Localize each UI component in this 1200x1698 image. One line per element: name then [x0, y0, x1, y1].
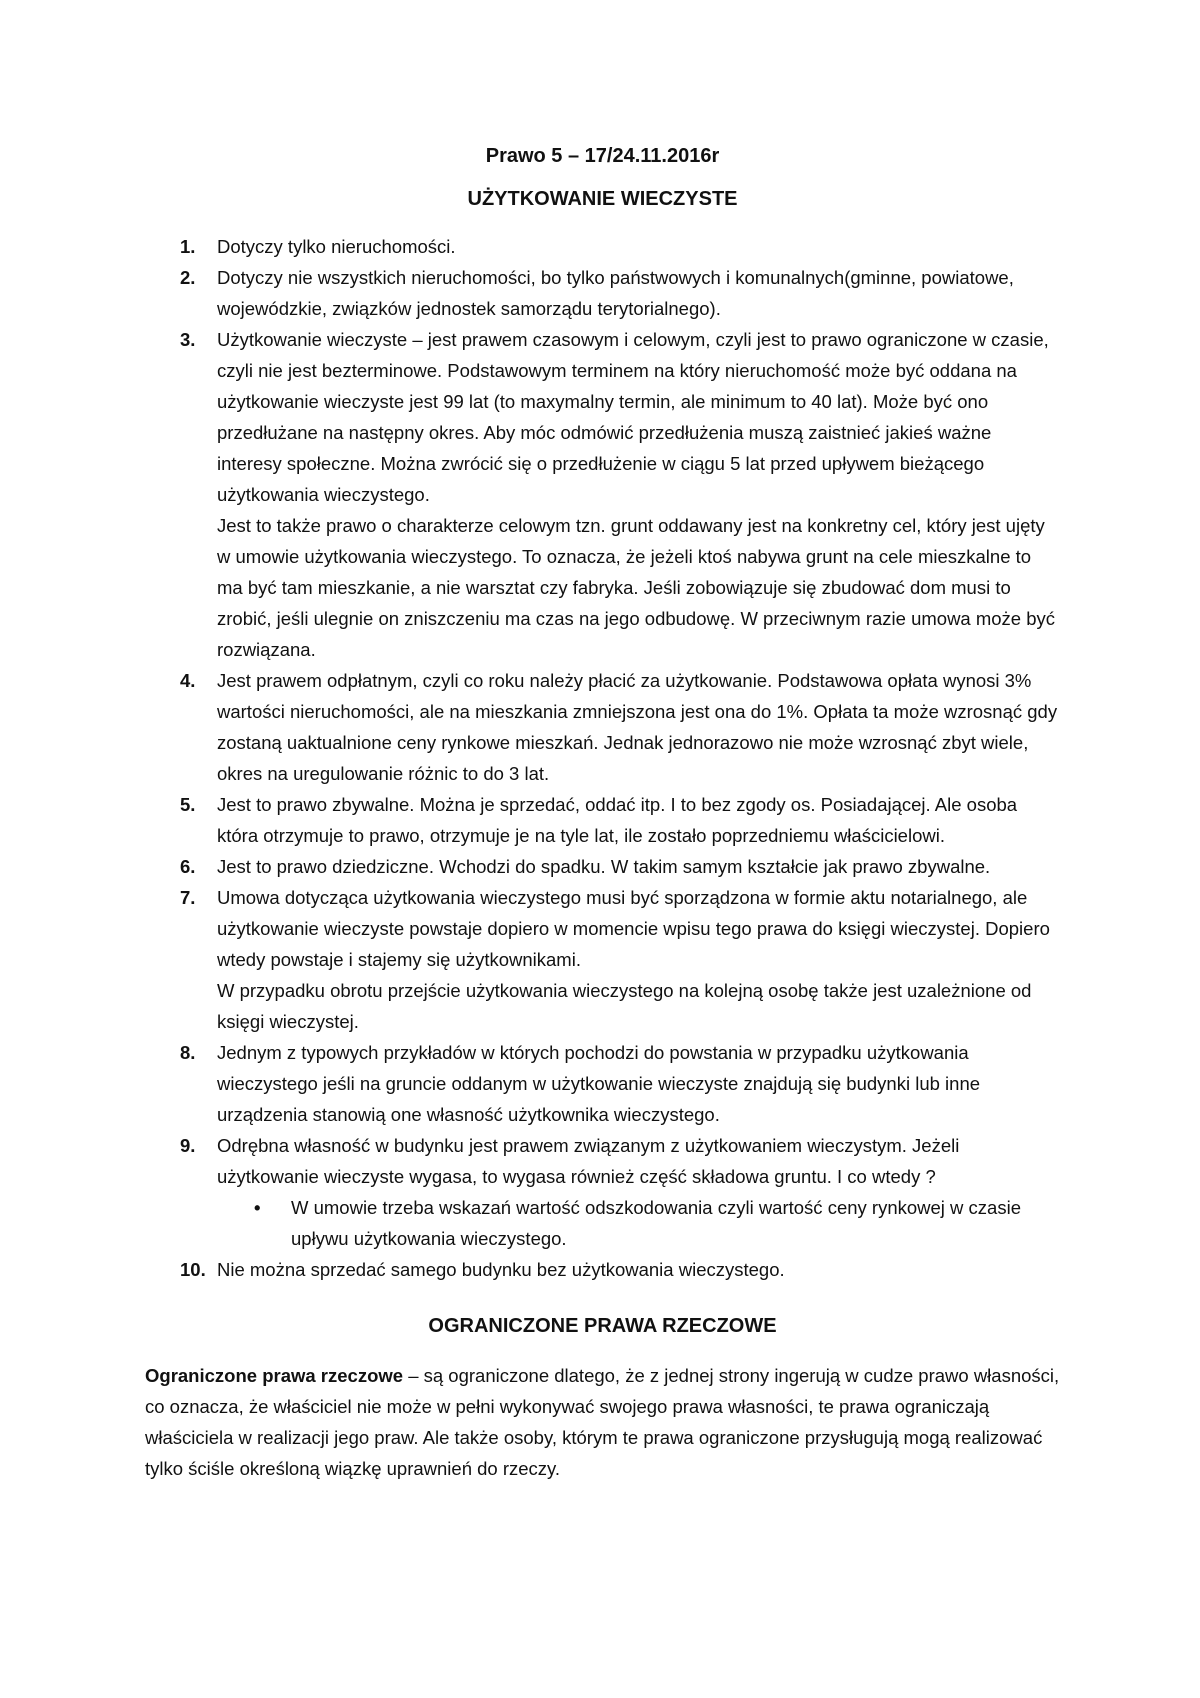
list-item: [145, 1037, 1060, 1130]
list-item-number: 2.: [180, 267, 196, 288]
list-item-text: Jest to prawo zbywalne. Można je sprzedać, oddać itp. I to bez zgody os. Posiadającej. Ale osoba która otrzymuje to prawo, otrzymuje je na tyle lat, ile zostało poprzedniemu właścicielowi.: [217, 794, 1018, 846]
list-item-number: 6.: [180, 856, 196, 877]
list-item-number: 10.: [180, 1259, 206, 1280]
list-item: [145, 324, 1060, 665]
bullet-list: [217, 1192, 1060, 1254]
section-title-uzytkowanie: UŻYTKOWANIE WIECZYSTE: [467, 188, 738, 210]
section-title-ograniczone: OGRANICZONE PRAWA RZECZOWE: [428, 1315, 777, 1337]
list-item-number: 9.: [180, 1135, 196, 1156]
bullet-icon: •: [254, 1197, 261, 1218]
list-item-number: 3.: [180, 329, 196, 350]
list-item: [145, 789, 1060, 851]
list-item: [145, 262, 1060, 324]
list-item-text: Dotyczy nie wszystkich nieruchomości, bo tylko państwowych i komunalnych(gminne, powiatowe, wojewódzkie, związków jednostek samorządu terytorialnego).: [217, 267, 1014, 319]
list-item-text: Jest prawem odpłatnym, czyli co roku należy płacić za użytkowanie. Podstawowa opłata wynosi 3% wartości nieruchomości, ale na mieszkania zmniejszona jest ona do 1%. Opłata ta może wzrosnąć gdy zostaną uaktualnione ceny rynkowe mieszkań. Jednak jednorazowo nie może wzrosnąć zbyt wiele, okres na uregulowanie różnic to do 3 lat.: [217, 670, 1058, 784]
list-item-text: Odrębna własność w budynku jest prawem związanym z użytkowaniem wieczystym. Jeżeli użytkowanie wieczyste wygasa, to wygasa również część składowa gruntu. I co wtedy ?: [217, 1135, 960, 1187]
list-item-text: Użytkowanie wieczyste – jest prawem czasowym i celowym, czyli jest to prawo ograniczone w czasie, czyli nie jest bezterminowe. Podstawowym terminem na który nieruchomość może być oddana na użytkowanie wieczyste jest 99 lat (to maxymalny termin, ale minimum to 40 lat). Może być ono przedłużane na następny okres. Aby móc odmówić przedłużenia muszą zaistnieć jakieś ważne interesy społeczne. Można zwrócić się o przedłużenie w ciągu 5 lat przed upływem bieżącego użytkowania wieczystego.: [217, 329, 1049, 505]
bullet-text: W umowie trzeba wskazań wartość odszkodowania czyli wartość ceny rynkowej w czasie upływu użytkowania wieczystego.: [291, 1197, 1021, 1249]
list-item: [145, 1130, 1060, 1254]
list-item-number: 4.: [180, 670, 196, 691]
list-item-text: Dotyczy tylko nieruchomości.: [217, 236, 456, 257]
list-item-text: W przypadku obrotu przejście użytkowania wieczystego na kolejną osobę także jest uzależnione od księgi wieczystej.: [217, 980, 1032, 1032]
list-item-number: 1.: [180, 236, 196, 257]
definition-term: Ograniczone prawa rzeczowe: [145, 1365, 404, 1386]
list-item-text: Jednym z typowych przykładów w których pochodzi do powstania w przypadku użytkowania wieczystego jeśli na gruncie oddanym w użytkowanie wieczyste znajdują się budynki lub inne urządzenia stanowią one własność użytkownika wieczystego.: [217, 1042, 981, 1125]
list-item-text: Nie można sprzedać samego budynku bez użytkowania wieczystego.: [217, 1259, 785, 1280]
list-item-number: 5.: [180, 794, 196, 815]
definition-paragraph: [145, 1360, 1060, 1484]
definition-text: – są ograniczone dlatego, że z jednej strony ingerują w cudze prawo własności, co oznacza, że właściciel nie może w pełni wykonywać swojego prawa własności, te prawa ograniczają właściciela w realizacji jego praw. Ale także osoby, którym te prawa ograniczone przysługują mogą realizować tylko ściśle określoną wiązkę uprawnień do rzeczy.: [145, 1365, 1060, 1479]
list-item: [145, 1254, 1060, 1285]
numbered-list: [145, 231, 1060, 1285]
list-item: [145, 882, 1060, 1037]
document-title: Prawo 5 – 17/24.11.2016r: [485, 145, 720, 167]
list-item-number: 8.: [180, 1042, 196, 1063]
list-item: [145, 851, 1060, 882]
bullet-item: [217, 1192, 1060, 1254]
list-item-number: 7.: [180, 887, 196, 908]
list-item-text: Umowa dotycząca użytkowania wieczystego musi być sporządzona w formie aktu notarialnego, ale użytkowanie wieczyste powstaje dopiero w momencie wpisu tego prawa do księgi wieczystej. Dopiero wtedy powstaje i stajemy się użytkownikami.: [217, 887, 1050, 970]
list-item: [145, 231, 1060, 262]
list-item-text: Jest to także prawo o charakterze celowym tzn. grunt oddawany jest na konkretny cel, który jest ujęty w umowie użytkowania wieczystego. To oznacza, że jeżeli ktoś nabywa grunt na cele mieszkalne to ma być tam mieszkanie, a nie warsztat czy fabryka. Jeśli zobowiązuje się zbudować dom musi to zrobić, jeśli ulegnie on zniszczeniu ma czas na jego odbudowę. W przeciwnym razie umowa może być rozwiązana.: [217, 515, 1056, 660]
list-item-text: Jest to prawo dziedziczne. Wchodzi do spadku. W takim samym kształcie jak prawo zbywalne.: [217, 856, 991, 877]
list-item: [145, 665, 1060, 789]
